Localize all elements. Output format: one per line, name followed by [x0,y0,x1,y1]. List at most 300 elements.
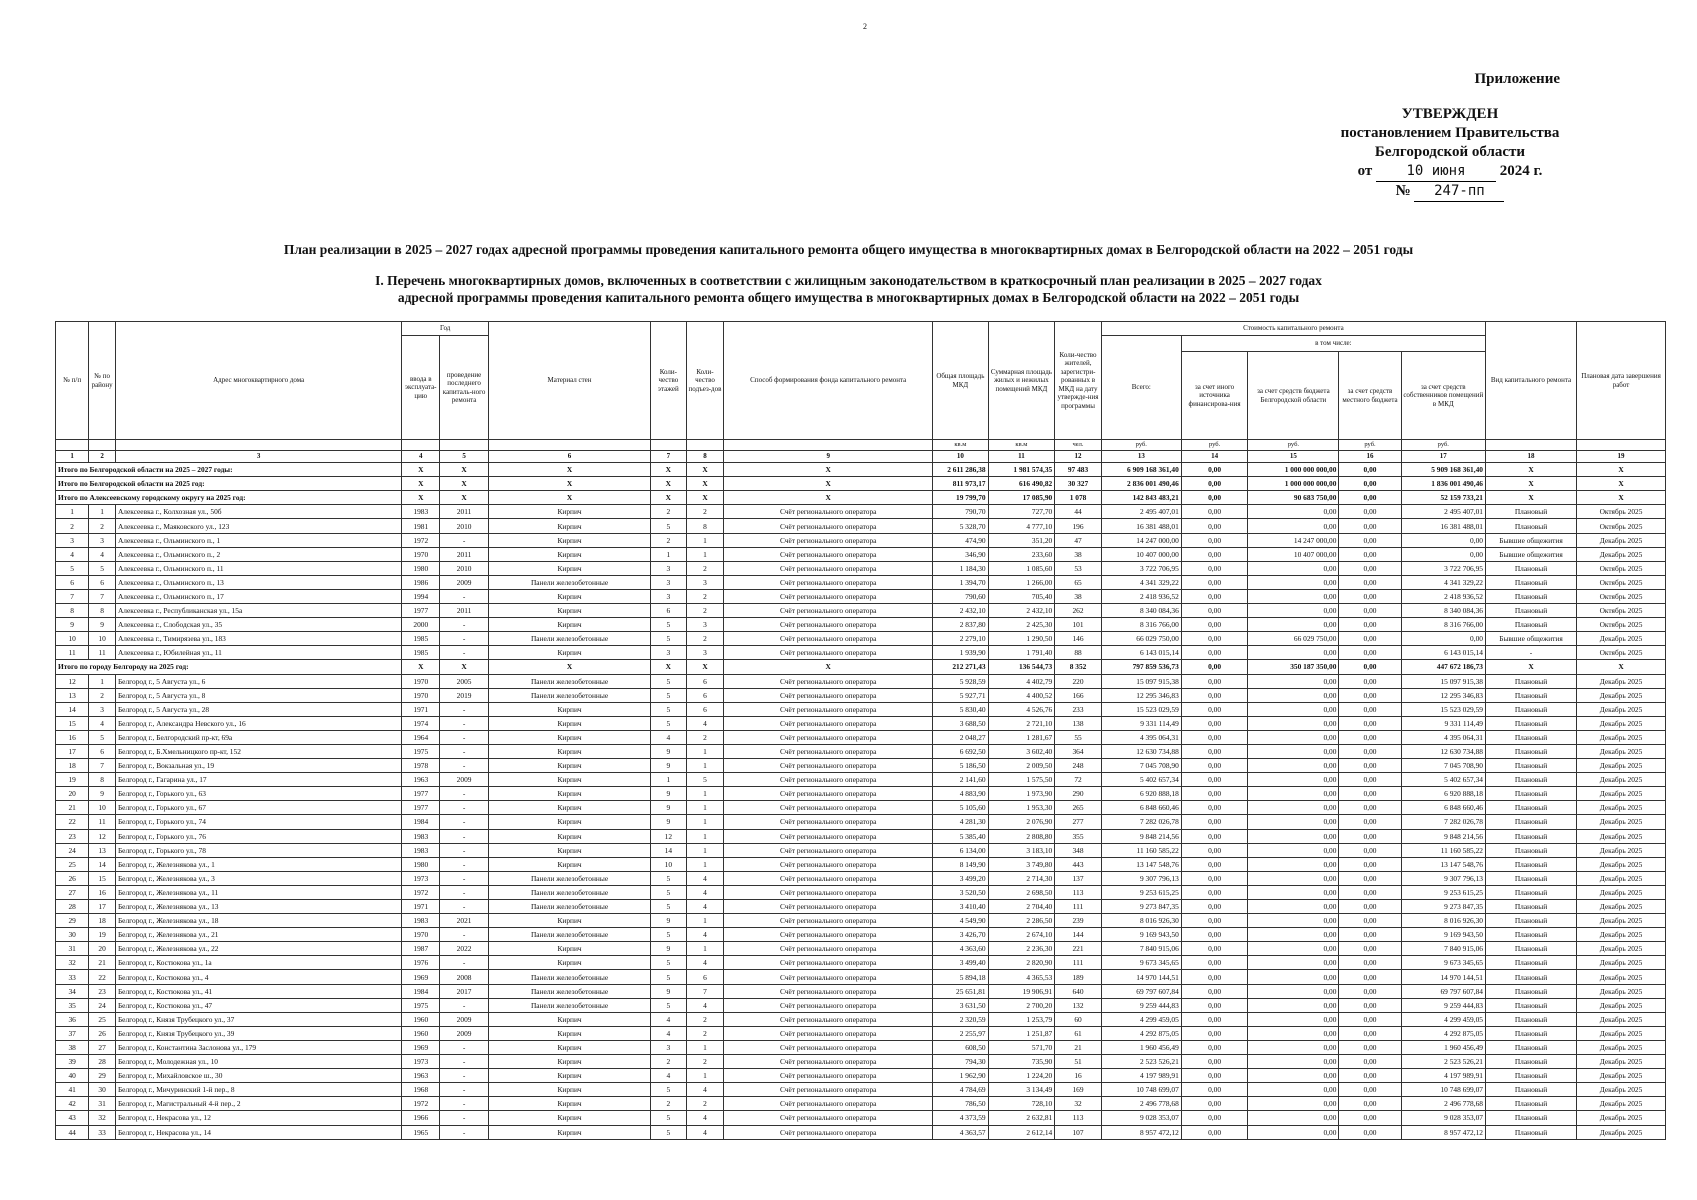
cell-c3: Алексеевка г., Ольминского п., 17 [115,589,401,603]
cell-c8: 1 [686,914,724,928]
cell-c9: Счёт регионального оператора [724,1012,933,1026]
cell-c7: 9 [651,744,687,758]
cell-c18: Плановый [1485,998,1576,1012]
header-residents: Коли-чество жителей, зарегистри-рованных в МКД на дату утвержде-ния программы [1055,322,1102,440]
cell-c11: 2 612,14 [988,1125,1055,1139]
cell-c13: 9 169 943,50 [1101,928,1181,942]
cell-c17: 6 848 660,46 [1401,801,1485,815]
cell-c4: 1963 [402,773,440,787]
cell-c2: 32 [89,1111,116,1125]
cell-c4: 1966 [402,1111,440,1125]
cell-c7: 1 [651,773,687,787]
cell-c1: 42 [56,1097,89,1111]
cell-c19: Декабрь 2025 [1577,914,1666,928]
cell-c4: 1972 [402,1097,440,1111]
handwritten-date: 10 июня [1376,162,1496,182]
cell-c10: 1 184,30 [933,561,989,575]
cell-c17: 7 282 026,78 [1401,815,1485,829]
cell-c12: 32 [1055,1097,1102,1111]
cell-c7: 5 [651,900,687,914]
cell-c16: 0,00 [1339,1069,1401,1083]
header-fin-local: за счет средств местного бюджета [1339,352,1401,440]
cell-c10: 5 328,70 [933,519,989,533]
cell-c13: 9 331 114,49 [1101,716,1181,730]
cell-c4: 1973 [402,1055,440,1069]
cell-c13: 8 957 472,12 [1101,1125,1181,1139]
cell-c17: 5 909 168 361,40 [1401,463,1485,477]
cell-c12: 169 [1055,1083,1102,1097]
cell-c5: X [440,660,489,674]
cell-c1: 14 [56,702,89,716]
cell-c7: 5 [651,970,687,984]
cell-c9: Счёт регионального оператора [724,632,933,646]
cell-c5: - [440,885,489,899]
unit: кв.м [988,440,1055,451]
cell-c2: 6 [89,575,116,589]
cell-c4: 1963 [402,1069,440,1083]
cell-c2: 27 [89,1040,116,1054]
handwritten-number: 247-пп [1414,182,1504,202]
cell-c8: 6 [686,674,724,688]
table-row [56,928,1666,942]
cell-c19: Декабрь 2025 [1577,1111,1666,1125]
cell-c17: 4 292 875,05 [1401,1026,1485,1040]
cell-c16: 0,00 [1339,843,1401,857]
cell-c17: 2 523 526,21 [1401,1055,1485,1069]
cell-c12: 144 [1055,928,1102,942]
cell-c12: 101 [1055,618,1102,632]
cell-c5: - [440,1111,489,1125]
cell-c3: Алексеевка г., Ольминского п., 1 [115,533,401,547]
cell-c9: Счёт регионального оператора [724,843,933,857]
cell-c15: 0,00 [1248,885,1339,899]
cell-c1: 27 [56,885,89,899]
cell-c5: 2010 [440,561,489,575]
cell-c15: 0,00 [1248,618,1339,632]
cell-c19: Декабрь 2025 [1577,1125,1666,1139]
cell-c13: 2 495 407,01 [1101,505,1181,519]
cell-c15: 0,00 [1248,519,1339,533]
cell-c6: Кирпич [489,942,651,956]
cell-c11: 2 700,20 [988,998,1055,1012]
cell-c12: 44 [1055,505,1102,519]
cell-c11: 3 183,10 [988,843,1055,857]
cell-c4: 1986 [402,575,440,589]
cell-c9: Счёт регионального оператора [724,970,933,984]
cell-c9: Счёт регионального оператора [724,942,933,956]
cell-c18: Плановый [1485,505,1576,519]
cell-c10: 6 692,50 [933,744,989,758]
cell-c18: Плановый [1485,914,1576,928]
cell-c11: 1 981 574,35 [988,463,1055,477]
cell-c10: 2 255,97 [933,1026,989,1040]
cell-c12: 47 [1055,533,1102,547]
cell-c5: 2005 [440,674,489,688]
cell-c17: 9 331 114,49 [1401,716,1485,730]
approval-block [1300,70,1600,202]
unit: чел. [1055,440,1102,451]
cell-c16: 0,00 [1339,491,1401,505]
cell-c3: Алексеевка г., Маяковского ул., 123 [115,519,401,533]
cell-c13: 14 247 000,00 [1101,533,1181,547]
cell-c1: 40 [56,1069,89,1083]
cell-c9: Счёт регионального оператора [724,730,933,744]
cell-c19: Декабрь 2025 [1577,1083,1666,1097]
cell-c4: 1969 [402,1040,440,1054]
cell-c5: - [440,928,489,942]
cell-c4: 1994 [402,589,440,603]
cell-c13: 5 402 657,34 [1101,773,1181,787]
cell-c18: X [1485,660,1576,674]
header-incl: в том числе: [1181,336,1485,352]
cell-c2: 21 [89,956,116,970]
cell-c11: 3 749,80 [988,857,1055,871]
cell-c6: Кирпич [489,1055,651,1069]
cell-c1: 10 [56,632,89,646]
cell-c9: Счёт регионального оператора [724,561,933,575]
cell-c17: 15 097 915,38 [1401,674,1485,688]
cell-c19: Декабрь 2025 [1577,744,1666,758]
cell-c16: 0,00 [1339,900,1401,914]
cell-c17: 2 496 778,68 [1401,1097,1485,1111]
cell-c16: 0,00 [1339,646,1401,660]
cell-c6: Кирпич [489,801,651,815]
cell-c3: Белгород г., Князя Трубецкого ул., 39 [115,1026,401,1040]
cell-c17: 7 840 915,06 [1401,942,1485,956]
cell-c14: 0,00 [1181,1012,1248,1026]
cell-c4: 1985 [402,632,440,646]
cell-c19: Декабрь 2025 [1577,829,1666,843]
cell-c2: 30 [89,1083,116,1097]
cell-c19: Декабрь 2025 [1577,801,1666,815]
cell-c11: 1 973,90 [988,787,1055,801]
cell-c2: 33 [89,1125,116,1139]
cell-c4: 1970 [402,674,440,688]
table-row [56,970,1666,984]
cell-c15: 0,00 [1248,674,1339,688]
cell-c8: 2 [686,730,724,744]
cell-c8: 2 [686,561,724,575]
cell-c9: X [724,660,933,674]
total-row [56,491,1666,505]
cell-c8: 4 [686,1083,724,1097]
cell-c14: 0,00 [1181,885,1248,899]
cell-c18: Плановый [1485,885,1576,899]
cell-c4: X [402,660,440,674]
cell-c8: 2 [686,1012,724,1026]
cell-c9: Счёт регионального оператора [724,716,933,730]
cell-c18: Плановый [1485,1083,1576,1097]
unit: руб. [1401,440,1485,451]
cell-c16: 0,00 [1339,674,1401,688]
cell-c5: - [440,829,489,843]
table-row [56,942,1666,956]
table-row [56,1012,1666,1026]
cell-c3: Белгород г., Железнякова ул., 18 [115,914,401,928]
cell-c16: 0,00 [1339,730,1401,744]
cell-c12: 53 [1055,561,1102,575]
cell-c7: 14 [651,843,687,857]
cell-c19: Октябрь 2025 [1577,646,1666,660]
cell-c9: Счёт регионального оператора [724,589,933,603]
cell-c2: 8 [89,773,116,787]
cell-c17: 0,00 [1401,547,1485,561]
cell-c18: Плановый [1485,857,1576,871]
cell-c6: X [489,491,651,505]
unit: руб. [1181,440,1248,451]
table-row [56,1040,1666,1054]
cell-c13: 7 282 026,78 [1101,815,1181,829]
cell-c11: 4 526,76 [988,702,1055,716]
cell-c14: 0,00 [1181,589,1248,603]
cell-c4: 1972 [402,533,440,547]
cell-c9: Счёт регионального оператора [724,1026,933,1040]
cell-c1: 17 [56,744,89,758]
cell-c2: 2 [89,519,116,533]
cell-c9: Счёт регионального оператора [724,702,933,716]
total-row [56,477,1666,491]
header-fund: Способ формирования фонда капитального ремонта [724,322,933,440]
cell-c3: Алексеевка г., Юбилейная ул., 11 [115,646,401,660]
cell-c14: 0,00 [1181,928,1248,942]
cell-c4: 2000 [402,618,440,632]
cell-c4: 1984 [402,815,440,829]
cell-c11: 2 808,80 [988,829,1055,843]
cell-c6: Кирпич [489,787,651,801]
cell-c1: 38 [56,1040,89,1054]
cell-c8: 2 [686,505,724,519]
cell-c2: 15 [89,871,116,885]
cell-c17: 1 836 001 490,46 [1401,477,1485,491]
cell-c8: X [686,463,724,477]
cell-c11: 2 432,10 [988,604,1055,618]
cell-c11: 1 253,79 [988,1012,1055,1026]
cell-c7: 5 [651,618,687,632]
cell-c4: 1977 [402,801,440,815]
cell-c7: 1 [651,547,687,561]
cell-c4: 1974 [402,716,440,730]
cell-c2: 17 [89,900,116,914]
cell-c12: 113 [1055,1111,1102,1125]
cell-c11: 2 425,30 [988,618,1055,632]
cell-c15: 0,00 [1248,843,1339,857]
cell-c7: 3 [651,589,687,603]
cell-c5: - [440,589,489,603]
cell-c14: 0,00 [1181,477,1248,491]
cell-c1: 4 [56,547,89,561]
cell-c10: 5 927,71 [933,688,989,702]
total-label: Итого по Белгородской области на 2025 – 2027 годы: [56,463,402,477]
cell-c3: Белгород г., Б.Хмельницкого пр-кт, 152 [115,744,401,758]
cell-c14: 0,00 [1181,561,1248,575]
cell-c11: 727,70 [988,505,1055,519]
cell-c17: 0,00 [1401,632,1485,646]
cell-c18: Бывшие общежития [1485,632,1576,646]
cell-c13: 10 748 699,07 [1101,1083,1181,1097]
cell-c19: Декабрь 2025 [1577,885,1666,899]
cell-c13: 66 029 750,00 [1101,632,1181,646]
cell-c13: 14 970 144,51 [1101,970,1181,984]
column-number: 6 [489,451,651,463]
cell-c19: X [1577,660,1666,674]
cell-c19: Декабрь 2025 [1577,871,1666,885]
cell-c2: 16 [89,885,116,899]
cell-c9: Счёт регионального оператора [724,885,933,899]
cell-c17: 69 797 607,84 [1401,984,1485,998]
cell-c8: 2 [686,1055,724,1069]
cell-c8: 1 [686,787,724,801]
cell-c3: Алексеевка г., Ольминского п., 13 [115,575,401,589]
table-row [56,857,1666,871]
cell-c8: 3 [686,646,724,660]
cell-c15: 0,00 [1248,1055,1339,1069]
cell-c18: Плановый [1485,744,1576,758]
column-number: 12 [1055,451,1102,463]
cell-c9: Счёт регионального оператора [724,829,933,843]
cell-c18: Плановый [1485,1026,1576,1040]
cell-c16: 0,00 [1339,561,1401,575]
cell-c17: 10 748 699,07 [1401,1083,1485,1097]
cell-c15: 66 029 750,00 [1248,632,1339,646]
cell-c4: X [402,477,440,491]
cell-c15: 0,00 [1248,815,1339,829]
cell-c9: Счёт регионального оператора [724,914,933,928]
cell-c7: 2 [651,1097,687,1111]
cell-c16: 0,00 [1339,829,1401,843]
cell-c10: 5 830,40 [933,702,989,716]
cell-c16: 0,00 [1339,547,1401,561]
cell-c12: 111 [1055,900,1102,914]
cell-c11: 1 290,50 [988,632,1055,646]
cell-c6: Кирпич [489,533,651,547]
cell-c15: 0,00 [1248,857,1339,871]
cell-c6: Кирпич [489,1111,651,1125]
cell-c8: 2 [686,632,724,646]
cell-c6: Кирпич [489,815,651,829]
cell-c7: 5 [651,1083,687,1097]
table-row [56,547,1666,561]
cell-c5: - [440,759,489,773]
cell-c1: 22 [56,815,89,829]
cell-c13: 4 299 459,05 [1101,1012,1181,1026]
cell-c6: Панели железобетонные [489,928,651,942]
cell-c10: 3 520,50 [933,885,989,899]
cell-c4: 1960 [402,1026,440,1040]
cell-c18: Плановый [1485,561,1576,575]
cell-c16: 0,00 [1339,716,1401,730]
cell-c5: - [440,744,489,758]
cell-c1: 24 [56,843,89,857]
cell-c10: 5 385,40 [933,829,989,843]
cell-c15: 0,00 [1248,744,1339,758]
cell-c10: 2 611 286,38 [933,463,989,477]
cell-c19: Декабрь 2025 [1577,956,1666,970]
cell-c9: Счёт регионального оператора [724,815,933,829]
cell-c13: 9 673 345,65 [1101,956,1181,970]
cell-c4: 1973 [402,871,440,885]
cell-c12: 107 [1055,1125,1102,1139]
cell-c14: 0,00 [1181,773,1248,787]
cell-c2: 20 [89,942,116,956]
cell-c11: 1 266,00 [988,575,1055,589]
cell-c5: 2011 [440,604,489,618]
cell-c7: 4 [651,730,687,744]
cell-c7: 5 [651,1125,687,1139]
cell-c17: 11 160 585,22 [1401,843,1485,857]
cell-c13: 3 722 706,95 [1101,561,1181,575]
cell-c13: 2 418 936,52 [1101,589,1181,603]
cell-c13: 10 407 000,00 [1101,547,1181,561]
cell-c13: 9 848 214,56 [1101,829,1181,843]
approval-line-1: постановлением Правительства [1340,125,1560,141]
cell-c6: Панели железобетонные [489,632,651,646]
cell-c13: 7 045 708,90 [1101,759,1181,773]
cell-c2: 11 [89,815,116,829]
cell-c5: - [440,1125,489,1139]
cell-c4: 1983 [402,505,440,519]
cell-c2: 9 [89,618,116,632]
section-title [0,272,1697,306]
cell-c7: X [651,463,687,477]
cell-c11: 17 085,90 [988,491,1055,505]
cell-c7: 5 [651,998,687,1012]
cell-c16: 0,00 [1339,702,1401,716]
cell-c14: 0,00 [1181,956,1248,970]
cell-c16: 0,00 [1339,1125,1401,1139]
cell-c16: 0,00 [1339,1012,1401,1026]
cell-c10: 2 279,10 [933,632,989,646]
cell-c13: 11 160 585,22 [1101,843,1181,857]
cell-c16: 0,00 [1339,1026,1401,1040]
cell-c10: 4 281,30 [933,815,989,829]
cell-c9: Счёт регионального оператора [724,1111,933,1125]
cell-c13: 8 316 766,00 [1101,618,1181,632]
cell-c3: Белгород г., Горького ул., 76 [115,829,401,843]
cell-c10: 346,90 [933,547,989,561]
cell-c17: 3 722 706,95 [1401,561,1485,575]
cell-c18: Плановый [1485,1012,1576,1026]
cell-c14: 0,00 [1181,1111,1248,1125]
unit: руб. [1101,440,1181,451]
column-number: 19 [1577,451,1666,463]
cell-c9: Счёт регионального оператора [724,759,933,773]
cell-c3: Белгород г., Михайловское ш., 30 [115,1069,401,1083]
cell-c17: 9 259 444,83 [1401,998,1485,1012]
cell-c13: 4 341 329,22 [1101,575,1181,589]
cell-c5: - [440,998,489,1012]
cell-c15: 0,00 [1248,801,1339,815]
cell-c2: 12 [89,829,116,843]
cell-c14: 0,00 [1181,1055,1248,1069]
cell-c14: 0,00 [1181,914,1248,928]
cell-c8: 1 [686,744,724,758]
cell-c11: 2 076,90 [988,815,1055,829]
cell-c5: X [440,491,489,505]
cell-c13: 8 340 084,36 [1101,604,1181,618]
cell-c8: 2 [686,1026,724,1040]
cell-c7: 5 [651,956,687,970]
cell-c18: Плановый [1485,589,1576,603]
cell-c1: 13 [56,688,89,702]
cell-c3: Белгород г., Александра Невского ул., 16 [115,716,401,730]
table-row [56,575,1666,589]
cell-c1: 41 [56,1083,89,1097]
cell-c6: Кирпич [489,618,651,632]
cell-c18: Плановый [1485,773,1576,787]
cell-c12: 640 [1055,984,1102,998]
cell-c1: 7 [56,589,89,603]
cell-c6: X [489,463,651,477]
